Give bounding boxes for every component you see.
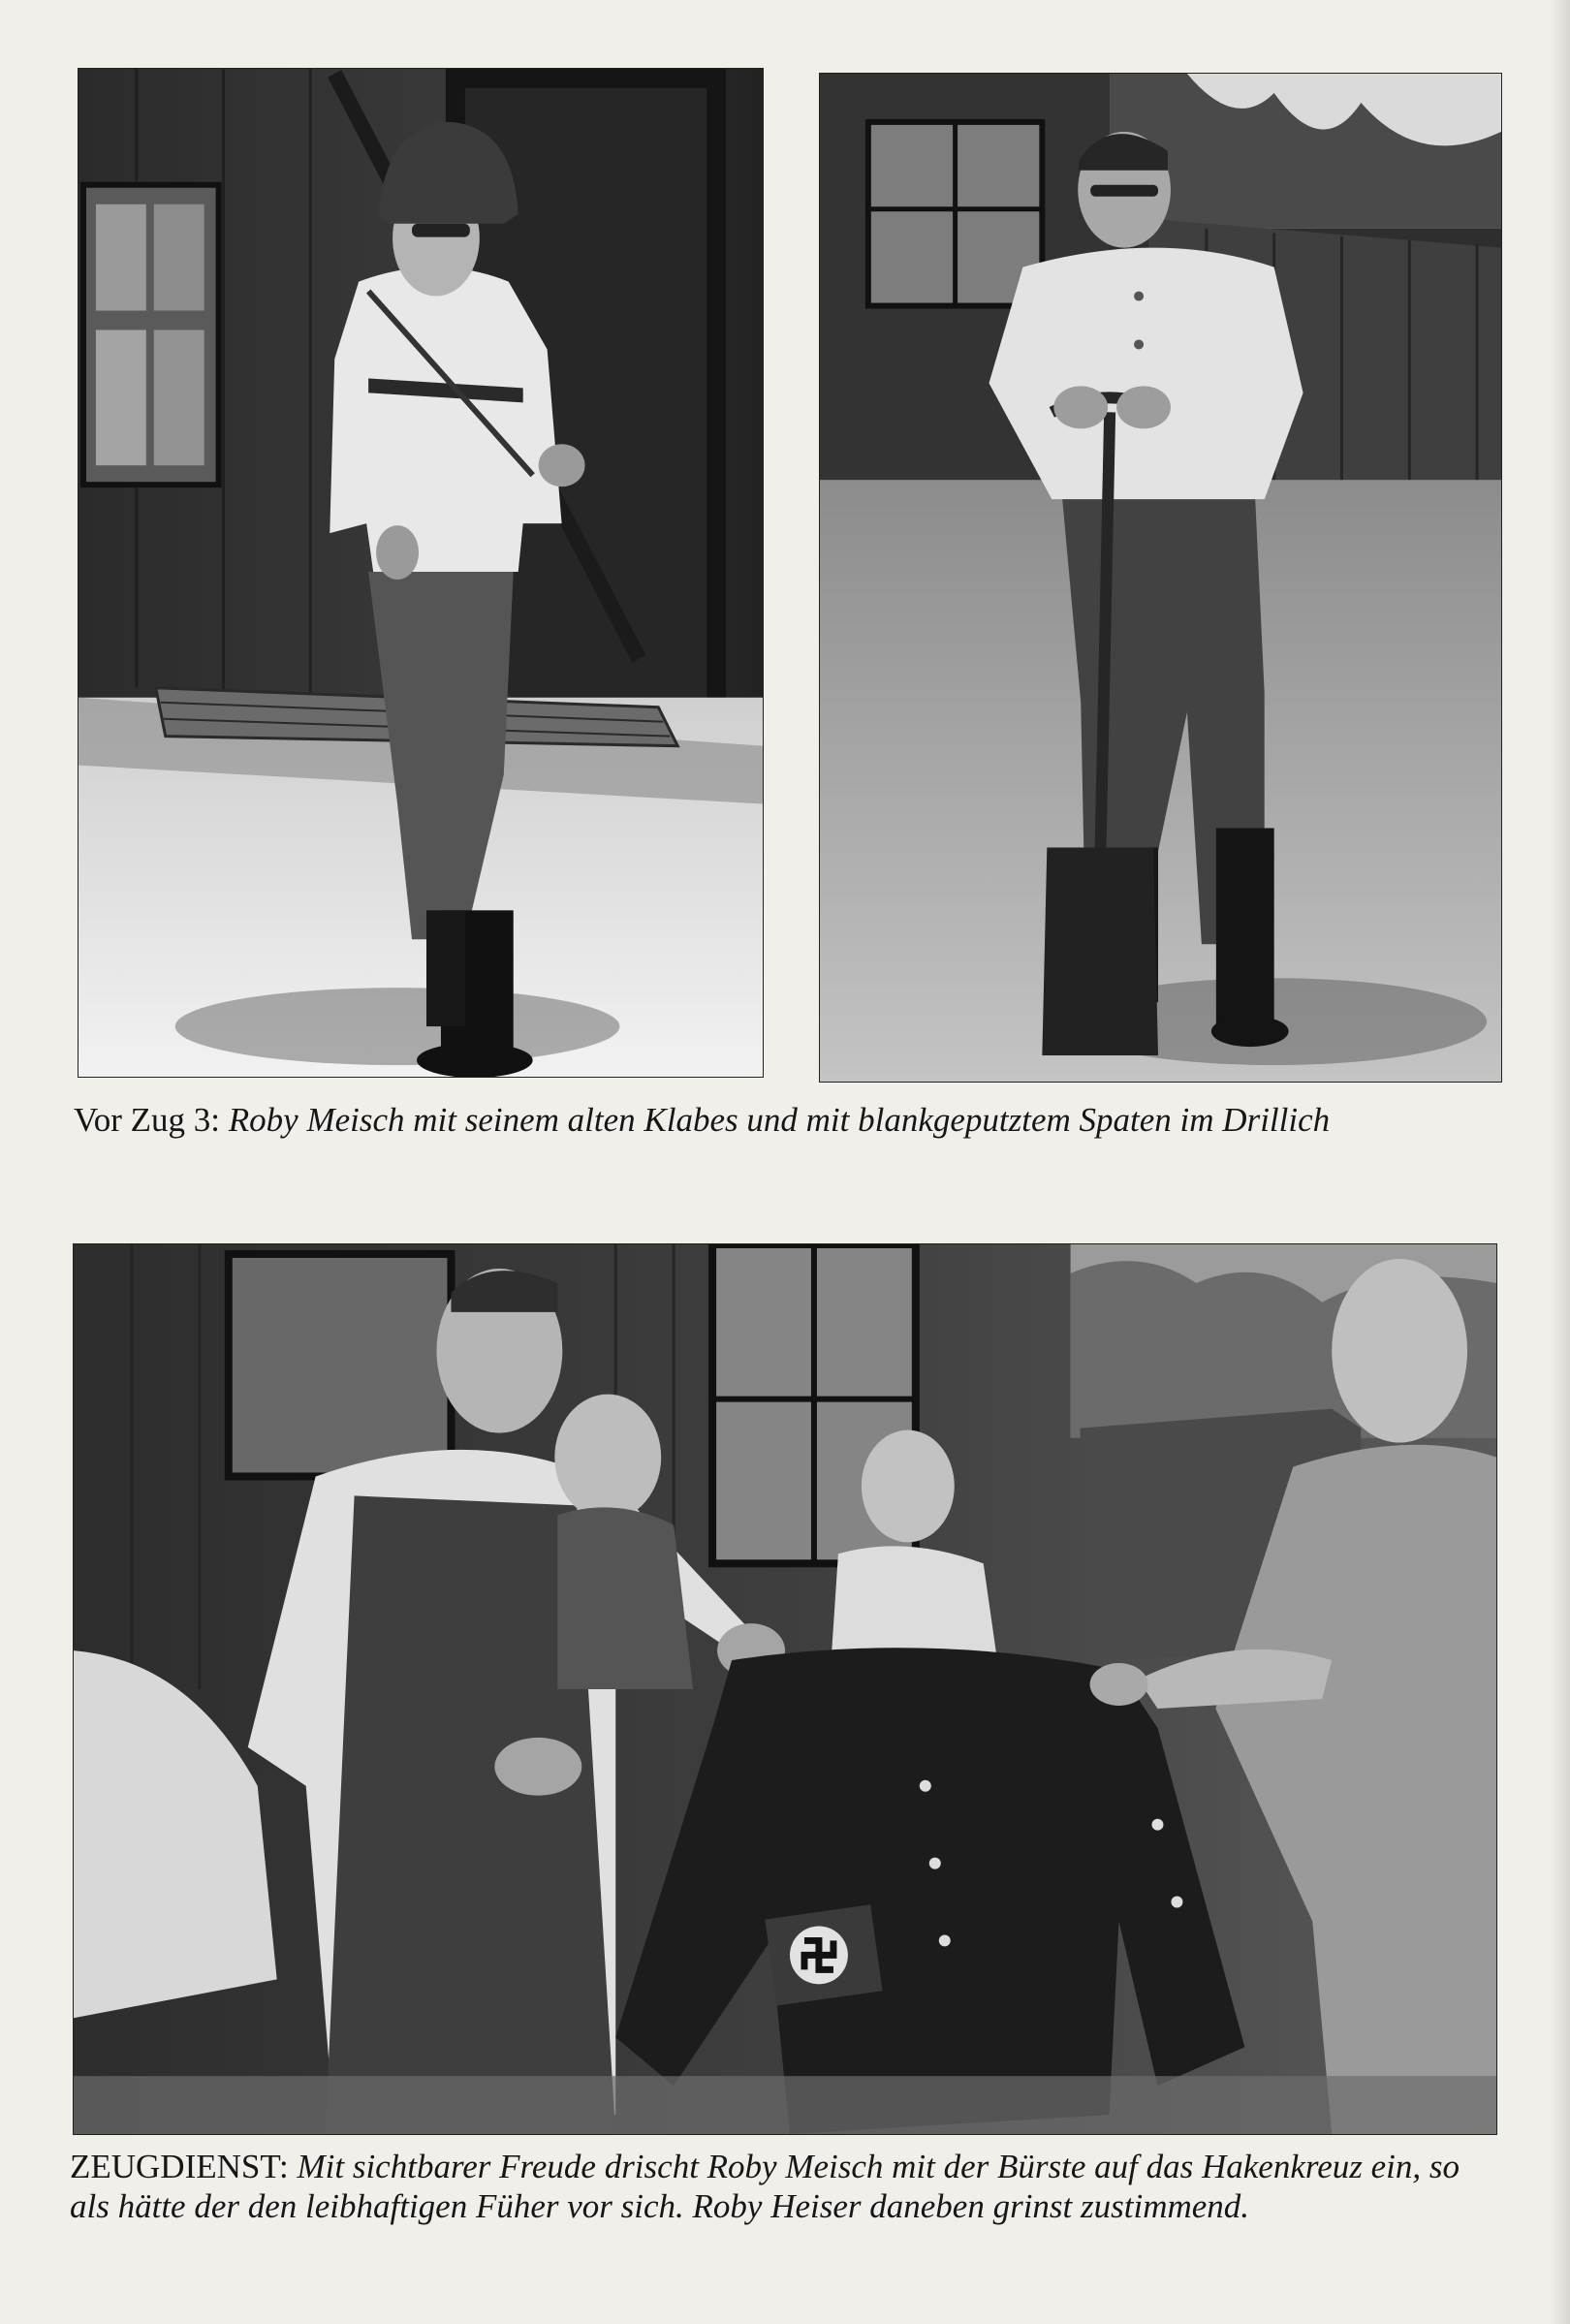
photo-soldier-with-rifle — [78, 68, 764, 1078]
caption-bottom-lead: ZEUGDIENST: — [70, 2148, 289, 2185]
caption-top-lead: Vor Zug 3: — [74, 1101, 221, 1139]
photo-soldier-with-rifle-image — [78, 69, 763, 1077]
photo-uniform-brushing-image — [74, 1244, 1496, 2134]
photo-man-with-spade — [819, 73, 1502, 1083]
caption-bottom-text: Mit sichtbarer Freude drischt Roby Meisch mit der Bürste auf das Hakenkreuz ein, so als hätte der den leibhaftigen Füher vor sich. Roby Heiser daneben grinst zustimmend. — [70, 2148, 1460, 2225]
caption-bottom — [70, 2147, 1465, 2226]
page-binding-shadow — [1549, 0, 1570, 2324]
caption-top — [74, 1100, 1489, 1140]
photo-uniform-brushing — [73, 1243, 1497, 2135]
caption-top-text: Roby Meisch mit seinem alten Klabes und mit blankgeputztem Spaten im Drillich — [220, 1101, 1331, 1139]
photo-man-with-spade-image — [820, 74, 1501, 1082]
